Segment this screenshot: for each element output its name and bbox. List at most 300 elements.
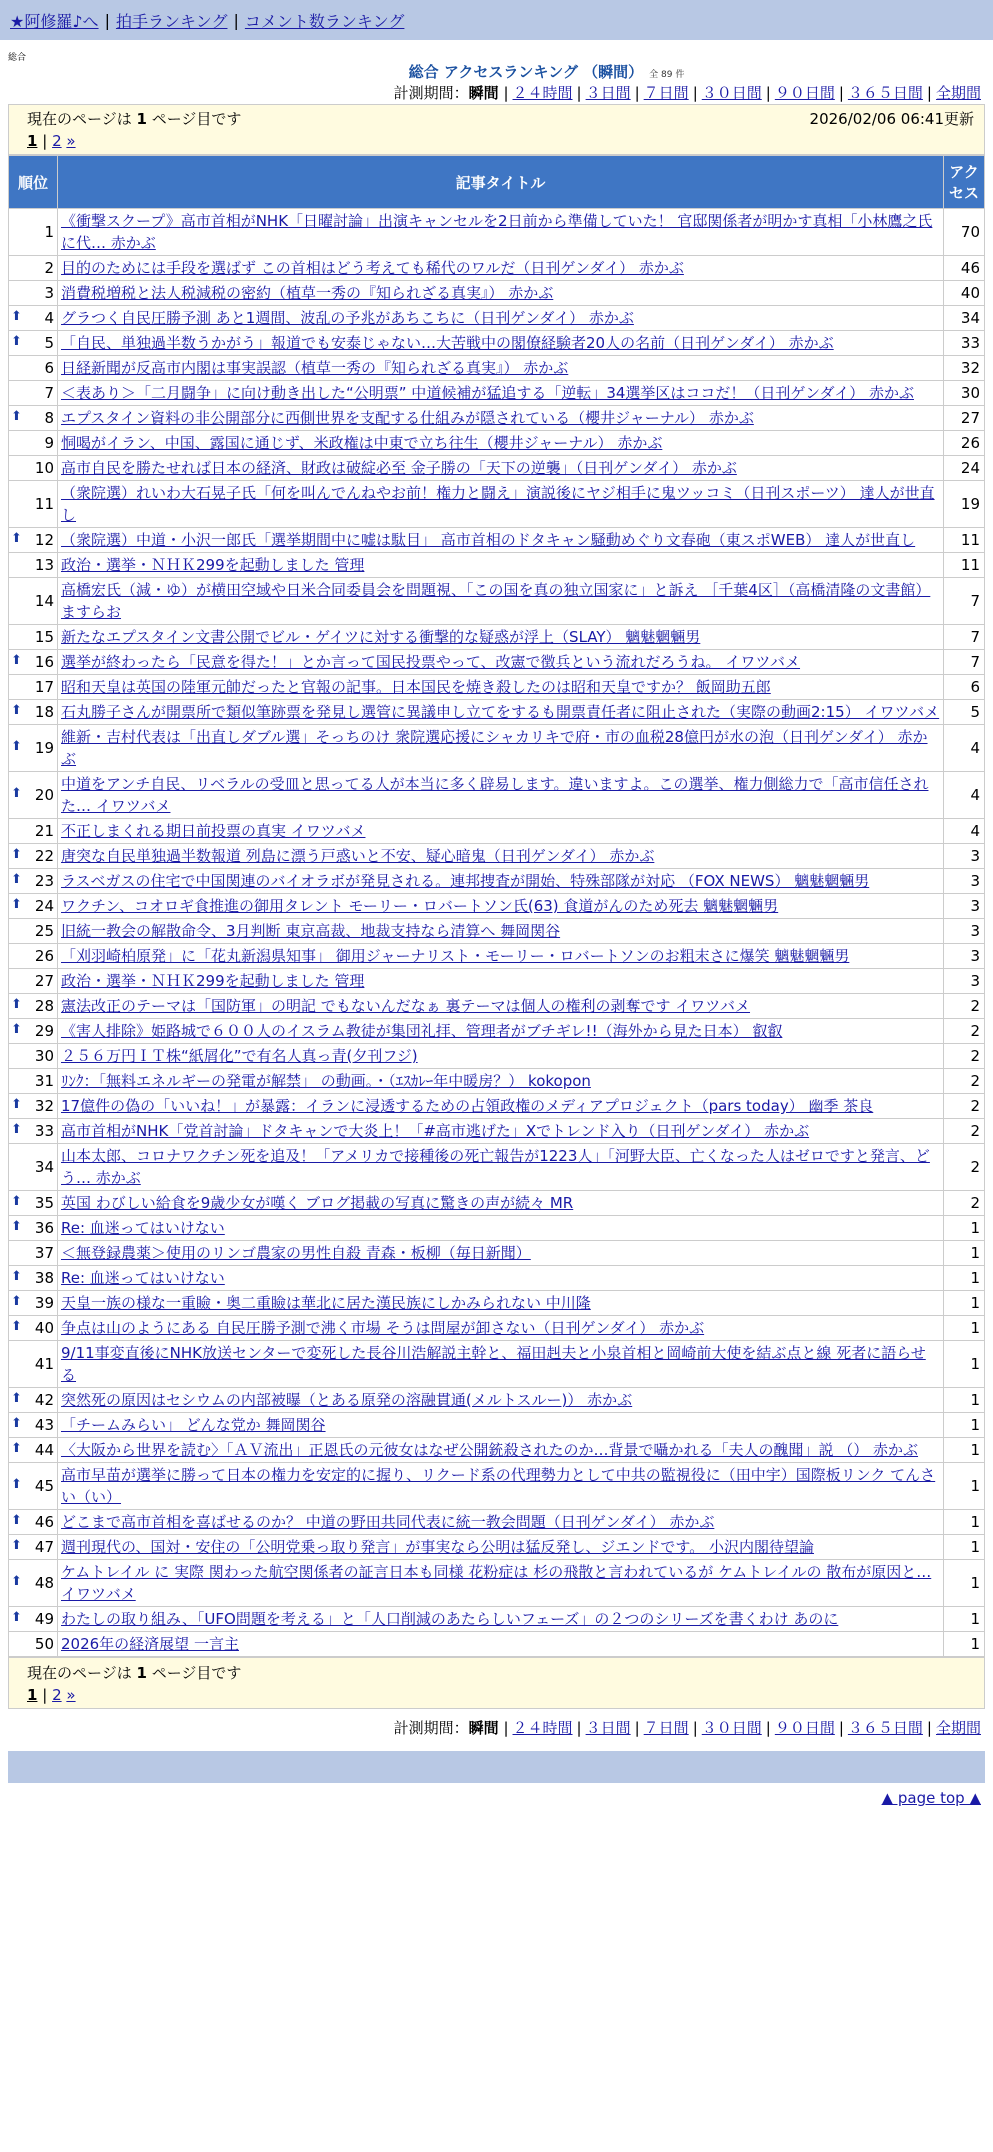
up-arrow-icon: ⬆: [11, 1294, 22, 1309]
title-cell: [58, 1241, 944, 1266]
rank-cell: [9, 844, 58, 869]
article-link[interactable]: 唐突な自民単独過半数報道 列島に漂う戸惑いと不安、疑心暗鬼（日刊ゲンダイ） 赤かぶ: [61, 847, 655, 865]
table-row: [9, 1241, 985, 1266]
table-row: [9, 1119, 985, 1144]
access-count: 2: [944, 1019, 985, 1044]
home-link[interactable]: ★阿修羅♪へ: [10, 11, 99, 31]
article-link[interactable]: 高市自民を勝たせれば日本の経済、財政は破綻必至 金子勝の「天下の逆襲」（日刊ゲンダイ） 赤かぶ: [61, 459, 737, 477]
rank-number: 45: [34, 1477, 54, 1495]
pager-bottom: [9, 1684, 984, 1708]
rank-number: 1: [44, 223, 54, 241]
period-current: 瞬間: [468, 84, 499, 102]
article-link[interactable]: 「チームみらい」 どんな党か 舞岡関谷: [61, 1416, 326, 1434]
article-link[interactable]: 《害人排除》姫路城で６００人のイスラム教徒が集団礼拝、管理者がブチギレ!!（海外から見た日本） 叡叡: [61, 1022, 783, 1040]
rank-cell: [9, 431, 58, 456]
period-link[interactable]: ２４時間: [512, 1719, 573, 1737]
article-link[interactable]: 新たなエプスタイン文書公開でビル・ゲイツに対する衝撃的な疑惑が浮上（SLAY） 魑魅魍魎男: [61, 628, 701, 646]
period-separator: |: [838, 84, 844, 102]
period-link[interactable]: ９０日間: [774, 84, 835, 102]
title-cell: [58, 1510, 944, 1535]
period-link[interactable]: ３０日間: [701, 84, 762, 102]
article-link[interactable]: 9/11事変直後にNHK放送センターで変死した長谷川浩解説主幹と、福田赳夫と小泉首相と岡崎前大使を結ぶ点と線 死者に語らせる: [61, 1344, 926, 1384]
rank-cell: [9, 481, 58, 528]
rank-number: 38: [34, 1269, 54, 1287]
article-link[interactable]: エプスタイン資料の非公開部分に西側世界を支配する仕組みが隠されている（櫻井ジャーナル） 赤かぶ: [61, 409, 754, 427]
title-cell: [58, 1463, 944, 1510]
article-link[interactable]: どこまで高市首相を喜ばせるのか？ 中道の野田共同代表に統一教会問題（日刊ゲンダイ） 赤かぶ: [61, 1513, 715, 1531]
article-link[interactable]: 高市早苗が選挙に勝って日本の権力を安定的に握り、リクード系の代理勢力として中共の監視役に（田中宇）国際板リンク てんさい（い）: [61, 1466, 936, 1506]
article-link[interactable]: Re: 血迷ってはいけない: [61, 1269, 225, 1287]
table-row: [9, 1019, 985, 1044]
title-cell: [58, 578, 944, 625]
table-row: [9, 1413, 985, 1438]
article-link[interactable]: 不正しまくれる期日前投票の真実 イワツバメ: [61, 822, 366, 840]
article-link[interactable]: （衆院選）れいわ大石晃子氏「何を叫んでんねやお前！権力と闘え」演説後にヤジ相手に鬼ツッコミ（日刊スポーツ） 達人が世直し: [61, 484, 935, 524]
pager-current: 1: [27, 1686, 38, 1704]
rank-cell: [9, 700, 58, 725]
rank-number: 37: [34, 1244, 54, 1262]
rank-cell: [9, 869, 58, 894]
access-count: 1: [944, 1463, 985, 1510]
page-number: 1: [136, 110, 147, 128]
comment-ranking-link[interactable]: コメント数ランキング: [244, 11, 405, 31]
rank-number: 2: [44, 259, 54, 277]
period-separator: |: [692, 84, 698, 102]
article-link[interactable]: 山本太郎、コロナワクチン死を追及！「アメリカで接種後の死亡報告が1223人」「河野大臣、亡くなった人はゼロですと発言、どう… 赤かぶ: [61, 1147, 930, 1187]
nav-separator: |: [233, 10, 239, 30]
up-arrow-icon: ⬆: [11, 334, 22, 349]
table-row: [9, 256, 985, 281]
article-link[interactable]: 維新・吉村代表は「出直しダブル選」そっちのけ 衆院選応援にシャカリキで府・市の血税28億円が水の泡（日刊ゲンダイ） 赤かぶ: [61, 728, 928, 768]
period-link[interactable]: ３０日間: [701, 1719, 762, 1737]
period-separator: |: [765, 84, 771, 102]
period-link[interactable]: ７日間: [643, 1719, 689, 1737]
period-link[interactable]: ３６５日間: [847, 84, 923, 102]
period-separator: |: [503, 1719, 509, 1737]
article-link[interactable]: ラスベガスの住宅で中国関連のバイオラボが発見される。連邦捜査が開始、特殊部隊が対応 （FOX NEWS） 魑魅魍魎男: [61, 872, 870, 890]
article-link[interactable]: 英国 わびしい給食を9歳少女が嘆く ブログ掲載の写真に驚きの声が続々 MR: [61, 1194, 574, 1212]
table-row: [9, 306, 985, 331]
access-count: 4: [944, 725, 985, 772]
access-count: 46: [944, 256, 985, 281]
up-arrow-icon: ⬆: [11, 847, 22, 862]
title-cell: [58, 306, 944, 331]
period-separator: |: [576, 1719, 582, 1737]
period-link[interactable]: ３６５日間: [847, 1719, 923, 1737]
article-link[interactable]: 旧統一教会の解散命令、3月判断 東京高裁、地裁支持なら清算へ 舞岡関谷: [61, 922, 561, 940]
title-cell: [58, 381, 944, 406]
rank-cell: [9, 331, 58, 356]
article-link[interactable]: 消費税増税と法人税減税の密約（植草一秀の『知られざる真実』） 赤かぶ: [61, 284, 554, 302]
rank-number: 40: [34, 1319, 54, 1337]
rank-number: 3: [44, 284, 54, 302]
rank-number: 48: [34, 1574, 54, 1592]
up-arrow-icon: ⬆: [11, 739, 22, 754]
article-link[interactable]: 恫喝がイラン、中国、露国に通じず、米政権は中東で立ち往生（櫻井ジャーナル） 赤かぶ: [61, 434, 663, 452]
rank-number: 16: [34, 653, 54, 671]
table-row: [9, 1191, 985, 1216]
title-cell: [58, 431, 944, 456]
up-arrow-icon: ⬆: [11, 1194, 22, 1209]
period-separator: |: [926, 1719, 932, 1737]
rank-cell: [9, 356, 58, 381]
title-cell: [58, 675, 944, 700]
table-row: [9, 431, 985, 456]
period-selector-bottom: [0, 1717, 993, 1739]
up-arrow-icon: ⬆: [11, 897, 22, 912]
article-link[interactable]: 《衝撃スクープ》高市首相がNHK「日曜討論」出演キャンセルを2日前から準備していた！ 官邸関係者が明かす真相「小林鷹之氏に代… 赤かぶ: [61, 212, 933, 252]
ranking-title: 総合 アクセスランキング （瞬間）: [408, 63, 644, 81]
title-cell: [58, 1019, 944, 1044]
access-count: 40: [944, 281, 985, 306]
rank-number: 6: [44, 359, 54, 377]
rank-number: 20: [34, 786, 54, 804]
rank-cell: [9, 1607, 58, 1632]
table-row: [9, 919, 985, 944]
rank-number: 39: [34, 1294, 54, 1312]
article-link[interactable]: 「刈羽崎柏原発」に「花丸新潟県知事」 御用ジャーナリスト・モーリー・ロバートソンのお粗末さに爆笑 魑魅魍魎男: [61, 947, 850, 965]
rank-cell: [9, 256, 58, 281]
rank-number: 8: [44, 409, 54, 427]
article-link[interactable]: 天皇一族の様な一重瞼・奥二重瞼は華北に居た漢民族にしかみられない 中川隆: [61, 1294, 591, 1312]
up-arrow-icon: ⬆: [11, 1269, 22, 1284]
access-count: 7: [944, 578, 985, 625]
rank-number: 7: [44, 384, 54, 402]
rank-number: 29: [34, 1022, 54, 1040]
table-row: [9, 1560, 985, 1607]
up-arrow-icon: ⬆: [11, 653, 22, 668]
up-arrow-icon: ⬆: [11, 1574, 22, 1589]
rank-number: 24: [34, 897, 54, 915]
article-link[interactable]: 争点は山のようにある 自民圧勝予測で沸く市場 そうは問屋が卸さない（日刊ゲンダイ） 赤かぶ: [61, 1319, 705, 1337]
article-link[interactable]: グラつく自民圧勝予測 あと1週間、波乱の予兆があちこちに（日刊ゲンダイ） 赤かぶ: [61, 309, 634, 327]
article-link[interactable]: 石丸勝子さんが開票所で類似筆跡票を発見し選管に異議申し立てをするも開票責任者に阻止された（実際の動画2:15） イワツバメ: [61, 703, 940, 721]
article-link[interactable]: ケムトレイル に 実際 関わった航空関係者の証言日本も同様 花粉症は 杉の飛散と言われているが ケムトレイルの 散布が原因と… イワツバメ: [61, 1563, 932, 1603]
period-separator: |: [765, 1719, 771, 1737]
table-row: [9, 281, 985, 306]
clap-ranking-link[interactable]: 拍手ランキング: [115, 11, 228, 31]
period-separator: |: [634, 84, 640, 102]
title-cell: [58, 725, 944, 772]
nav-separator: |: [104, 10, 110, 30]
table-row: [9, 844, 985, 869]
access-count: 3: [944, 844, 985, 869]
section-label: 総合: [8, 53, 27, 63]
rank-cell: [9, 1316, 58, 1341]
rank-number: 33: [34, 1122, 54, 1140]
access-count: 6: [944, 675, 985, 700]
page-info-text: ページ目です: [146, 1664, 242, 1682]
access-count: 2: [944, 994, 985, 1019]
access-count: 3: [944, 919, 985, 944]
page-info-box: [8, 104, 985, 155]
rank-number: 12: [34, 531, 54, 549]
rank-cell: [9, 675, 58, 700]
up-arrow-icon: ⬆: [11, 1319, 22, 1334]
rank-cell: [9, 994, 58, 1019]
period-link[interactable]: ７日間: [643, 84, 689, 102]
title-cell: [58, 331, 944, 356]
period-link[interactable]: 全期間: [935, 1719, 981, 1737]
title-cell: [58, 1388, 944, 1413]
rank-cell: [9, 1144, 58, 1191]
title-cell: [58, 650, 944, 675]
table-row: [9, 675, 985, 700]
article-link[interactable]: 中道をアンチ自民、リベラルの受皿と思ってる人が本当に多く辟易します。違いますよ。この選挙、権力側総力で「高市信任された… イワツバメ: [61, 775, 929, 815]
table-row: [9, 1510, 985, 1535]
table-row: [9, 969, 985, 994]
article-link[interactable]: 昭和天皇は英国の陸軍元帥だったと官報の記事。日本国民を焼き殺したのは昭和天皇ですか？ 飯岡助五郎: [61, 678, 771, 696]
up-arrow-icon: ⬆: [11, 997, 22, 1012]
rank-cell: [9, 1019, 58, 1044]
rank-number: 32: [34, 1097, 54, 1115]
article-link[interactable]: Re: 血迷ってはいけない: [61, 1219, 225, 1237]
rank-number: 10: [34, 459, 54, 477]
rank-cell: [9, 1438, 58, 1463]
article-link[interactable]: 日経新聞が反高市内閣は事実誤認（植草一秀の『知られざる真実』） 赤かぶ: [61, 359, 569, 377]
page-top-link[interactable]: ▲ page top ▲: [881, 1789, 981, 1807]
rank-cell: [9, 1241, 58, 1266]
up-arrow-icon: ⬆: [11, 1391, 22, 1406]
up-arrow-icon: ⬆: [11, 409, 22, 424]
title-cell: [58, 919, 944, 944]
table-row: [9, 578, 985, 625]
title-cell: [58, 772, 944, 819]
rank-cell: [9, 625, 58, 650]
article-link[interactable]: 憲法改正のテーマは「国防軍」の明記 でもないんだなぁ 裏テーマは個人の権利の剥奪です イワツバメ: [61, 997, 751, 1015]
rank-cell: [9, 1266, 58, 1291]
article-link[interactable]: 政治・選挙・ＮＨＫ299を起動しました 管理: [61, 972, 365, 990]
title-cell: [58, 1266, 944, 1291]
access-count: 1: [944, 1413, 985, 1438]
title-cell: [58, 1044, 944, 1069]
article-link[interactable]: 高橋宏氏（減・ゆ）が横田空域や日米合同委員会を問題視、「この国を真の独立国家に」と訴え ［千葉4区］（高橋清隆の文書館） ますらお: [61, 581, 931, 621]
rank-number: 50: [34, 1635, 54, 1653]
page-number: 1: [136, 1664, 147, 1682]
up-arrow-icon: ⬆: [11, 1538, 22, 1553]
access-count: 7: [944, 650, 985, 675]
title-cell: [58, 1535, 944, 1560]
rank-cell: [9, 1341, 58, 1388]
rank-cell: [9, 306, 58, 331]
rank-number: 11: [34, 495, 54, 513]
pager-separator: |: [42, 132, 48, 150]
rank-number: 27: [34, 972, 54, 990]
rank-cell: [9, 944, 58, 969]
rank-number: 30: [34, 1047, 54, 1065]
rank-cell: [9, 1191, 58, 1216]
rank-number: 26: [34, 947, 54, 965]
pager-next[interactable]: »: [66, 1686, 76, 1704]
table-row: [9, 1607, 985, 1632]
period-link[interactable]: ３日間: [585, 84, 631, 102]
title-cell: [58, 944, 944, 969]
article-link[interactable]: 選挙が終わったら「民意を得た！」とか言って国民投票やって、改憲で徴兵という流れだろうね。 イワツバメ: [61, 653, 801, 671]
title-cell: [58, 844, 944, 869]
period-link[interactable]: 全期間: [935, 84, 981, 102]
period-separator: |: [576, 84, 582, 102]
pager-current: 1: [27, 132, 38, 150]
table-row: [9, 1632, 985, 1657]
table-row: [9, 994, 985, 1019]
ranking-table: [8, 155, 985, 1657]
title-cell: [58, 1560, 944, 1607]
up-arrow-icon: ⬆: [11, 1219, 22, 1234]
title-cell: [58, 1144, 944, 1191]
table-row: [9, 481, 985, 528]
article-link[interactable]: 週刊現代の、国対・安住の「公明党乗っ取り発言」が事実なら公明は猛反発し、ジエンドです。 小沢内閣待望論: [61, 1538, 814, 1556]
article-link[interactable]: 〈大阪から世界を読む〉「ＡＶ流出」正恩氏の元彼女はなぜ公開銃殺されたのか…背景で囁かれる「夫人の醜聞」説 （） 赤かぶ: [61, 1441, 919, 1459]
title-cell: [58, 1632, 944, 1657]
rank-number: 43: [34, 1416, 54, 1434]
table-row: [9, 1216, 985, 1241]
table-row: [9, 625, 985, 650]
rank-cell: [9, 819, 58, 844]
access-count: 11: [944, 553, 985, 578]
access-count: 1: [944, 1241, 985, 1266]
access-count: 3: [944, 944, 985, 969]
up-arrow-icon: ⬆: [11, 1097, 22, 1112]
access-count: 2: [944, 1119, 985, 1144]
rank-cell: [9, 1463, 58, 1510]
rank-cell: [9, 1632, 58, 1657]
pager-separator: |: [42, 1686, 48, 1704]
access-count: 1: [944, 1438, 985, 1463]
rank-number: 31: [34, 1072, 54, 1090]
access-count: 11: [944, 528, 985, 553]
rank-cell: [9, 578, 58, 625]
access-count: 19: [944, 481, 985, 528]
article-link[interactable]: 「自民、単独過半数うかがう」報道でも安泰じゃない…大苦戦中の閣僚経験者20人の名前（日刊ゲンダイ） 赤かぶ: [61, 334, 834, 352]
title-cell: [58, 481, 944, 528]
rank-cell: [9, 1291, 58, 1316]
table-row: [9, 700, 985, 725]
access-count: 3: [944, 894, 985, 919]
rank-cell: [9, 1069, 58, 1094]
up-arrow-icon: ⬆: [11, 1610, 22, 1625]
period-separator: |: [634, 1719, 640, 1737]
pager-page-2[interactable]: 2: [52, 1686, 62, 1704]
rank-number: 13: [34, 556, 54, 574]
period-current: 瞬間: [468, 1719, 499, 1737]
table-row: [9, 1316, 985, 1341]
page-info-text: 現在のページは: [27, 1664, 137, 1682]
table-header-row: [9, 156, 985, 209]
article-link[interactable]: （衆院選）中道・小沢一郎氏「選挙期間中に嘘は駄目」 高市首相のドタキャン騒動めぐり文春砲（東スポWEB） 達人が世直し: [61, 531, 916, 549]
rank-cell: [9, 1216, 58, 1241]
access-count: 2: [944, 1069, 985, 1094]
rank-number: 14: [34, 592, 54, 610]
up-arrow-icon: ⬆: [11, 531, 22, 546]
table-row: [9, 1341, 985, 1388]
total-count: 全 89 件: [649, 70, 685, 80]
pager-next[interactable]: »: [66, 132, 76, 150]
article-link[interactable]: 突然死の原因はセシウムの内部被曝（とある原発の溶融貫通(メルトスルー)） 赤かぶ: [61, 1391, 633, 1409]
access-count: 1: [944, 1266, 985, 1291]
table-row: [9, 456, 985, 481]
rank-cell: [9, 553, 58, 578]
table-row: [9, 553, 985, 578]
article-link[interactable]: 2026年の経済展望 一言主: [61, 1635, 239, 1653]
article-link[interactable]: 政治・選挙・ＮＨＫ299を起動しました 管理: [61, 556, 365, 574]
table-row: [9, 944, 985, 969]
rank-cell: [9, 528, 58, 553]
rank-cell: [9, 381, 58, 406]
access-count: 27: [944, 406, 985, 431]
title-cell: [58, 700, 944, 725]
period-link[interactable]: ２４時間: [512, 84, 573, 102]
page-info-text: ページ目です: [146, 110, 242, 128]
article-link[interactable]: 目的のためには手段を選ばず この首相はどう考えても稀代のワルだ（日刊ゲンダイ） 赤かぶ: [61, 259, 684, 277]
up-arrow-icon: ⬆: [11, 1477, 22, 1492]
article-link[interactable]: ワクチン、コオロギ食推進の御用タレント モーリー・ロバートソン氏(63) 食道がんのため死去 魑魅魍魎男: [61, 897, 779, 915]
period-link[interactable]: ３日間: [585, 1719, 631, 1737]
article-link[interactable]: ２５６万円ＩＴ株“紙屑化”で有名人真っ青(夕刊フジ): [61, 1047, 418, 1065]
title-cell: [58, 819, 944, 844]
title-cell: [58, 1341, 944, 1388]
article-link[interactable]: わたしの取り組み、「UFO問題を考える」と「人口削減のあたらしいフェーズ」の２つのシリーズを書くわけ あのに: [61, 1610, 839, 1628]
table-row: [9, 1044, 985, 1069]
access-count: 30: [944, 381, 985, 406]
article-link[interactable]: ＜表あり＞「二月闘争」に向け動き出した“公明票” 中道候補が猛追する「逆転」34選挙区はココだ！（日刊ゲンダイ） 赤かぶ: [61, 384, 914, 402]
period-label: 計測期間：: [393, 84, 469, 102]
title-cell: [58, 1191, 944, 1216]
rank-number: 28: [34, 997, 54, 1015]
access-count: 1: [944, 1535, 985, 1560]
rank-number: 19: [34, 739, 54, 757]
access-count: 1: [944, 1216, 985, 1241]
title-cell: [58, 209, 944, 256]
access-count: 34: [944, 306, 985, 331]
rank-cell: [9, 1535, 58, 1560]
access-count: 26: [944, 431, 985, 456]
rank-cell: [9, 969, 58, 994]
pager-page-2[interactable]: 2: [52, 132, 62, 150]
rank-cell: [9, 772, 58, 819]
access-count: 1: [944, 1388, 985, 1413]
access-count: 1: [944, 1607, 985, 1632]
rank-number: 23: [34, 872, 54, 890]
table-row: [9, 406, 985, 431]
rank-number: 22: [34, 847, 54, 865]
article-link[interactable]: 17億件の偽の「いいね！」が暴露：イランに浸透するための占領政権のメディアプロジェクト（pars today） 幽季 茶良: [61, 1097, 874, 1115]
table-row: [9, 1535, 985, 1560]
article-link[interactable]: 高市首相がNHK「党首討論」ドタキャンで大炎上！「#高市逃げた」Xでトレンド入り（日刊ゲンダイ） 赤かぶ: [61, 1122, 810, 1140]
title-cell: [58, 869, 944, 894]
title-cell: [58, 1438, 944, 1463]
article-link[interactable]: ﾘﾝｸ：「無料エネルギーの発電が解禁」 の動画。・（ｴｽｶﾚｰ年中暖房？） kokopon: [61, 1072, 591, 1090]
table-row: [9, 650, 985, 675]
access-count: 7: [944, 625, 985, 650]
table-row: [9, 1438, 985, 1463]
header-access: アクセス: [944, 156, 985, 209]
access-count: 4: [944, 819, 985, 844]
period-link[interactable]: ９０日間: [774, 1719, 835, 1737]
pager: [9, 130, 984, 154]
article-link[interactable]: ＜無登録農薬＞使用のリンゴ農家の男性自殺 青森・板柳（毎日新聞）: [61, 1244, 531, 1262]
access-count: 1: [944, 1316, 985, 1341]
rank-cell: [9, 919, 58, 944]
table-row: [9, 209, 985, 256]
title-cell: [58, 281, 944, 306]
rank-number: 17: [34, 678, 54, 696]
table-row: [9, 1266, 985, 1291]
title-cell: [58, 994, 944, 1019]
table-row: [9, 1291, 985, 1316]
table-row: [9, 1069, 985, 1094]
rank-cell: [9, 281, 58, 306]
access-count: 1: [944, 1560, 985, 1607]
